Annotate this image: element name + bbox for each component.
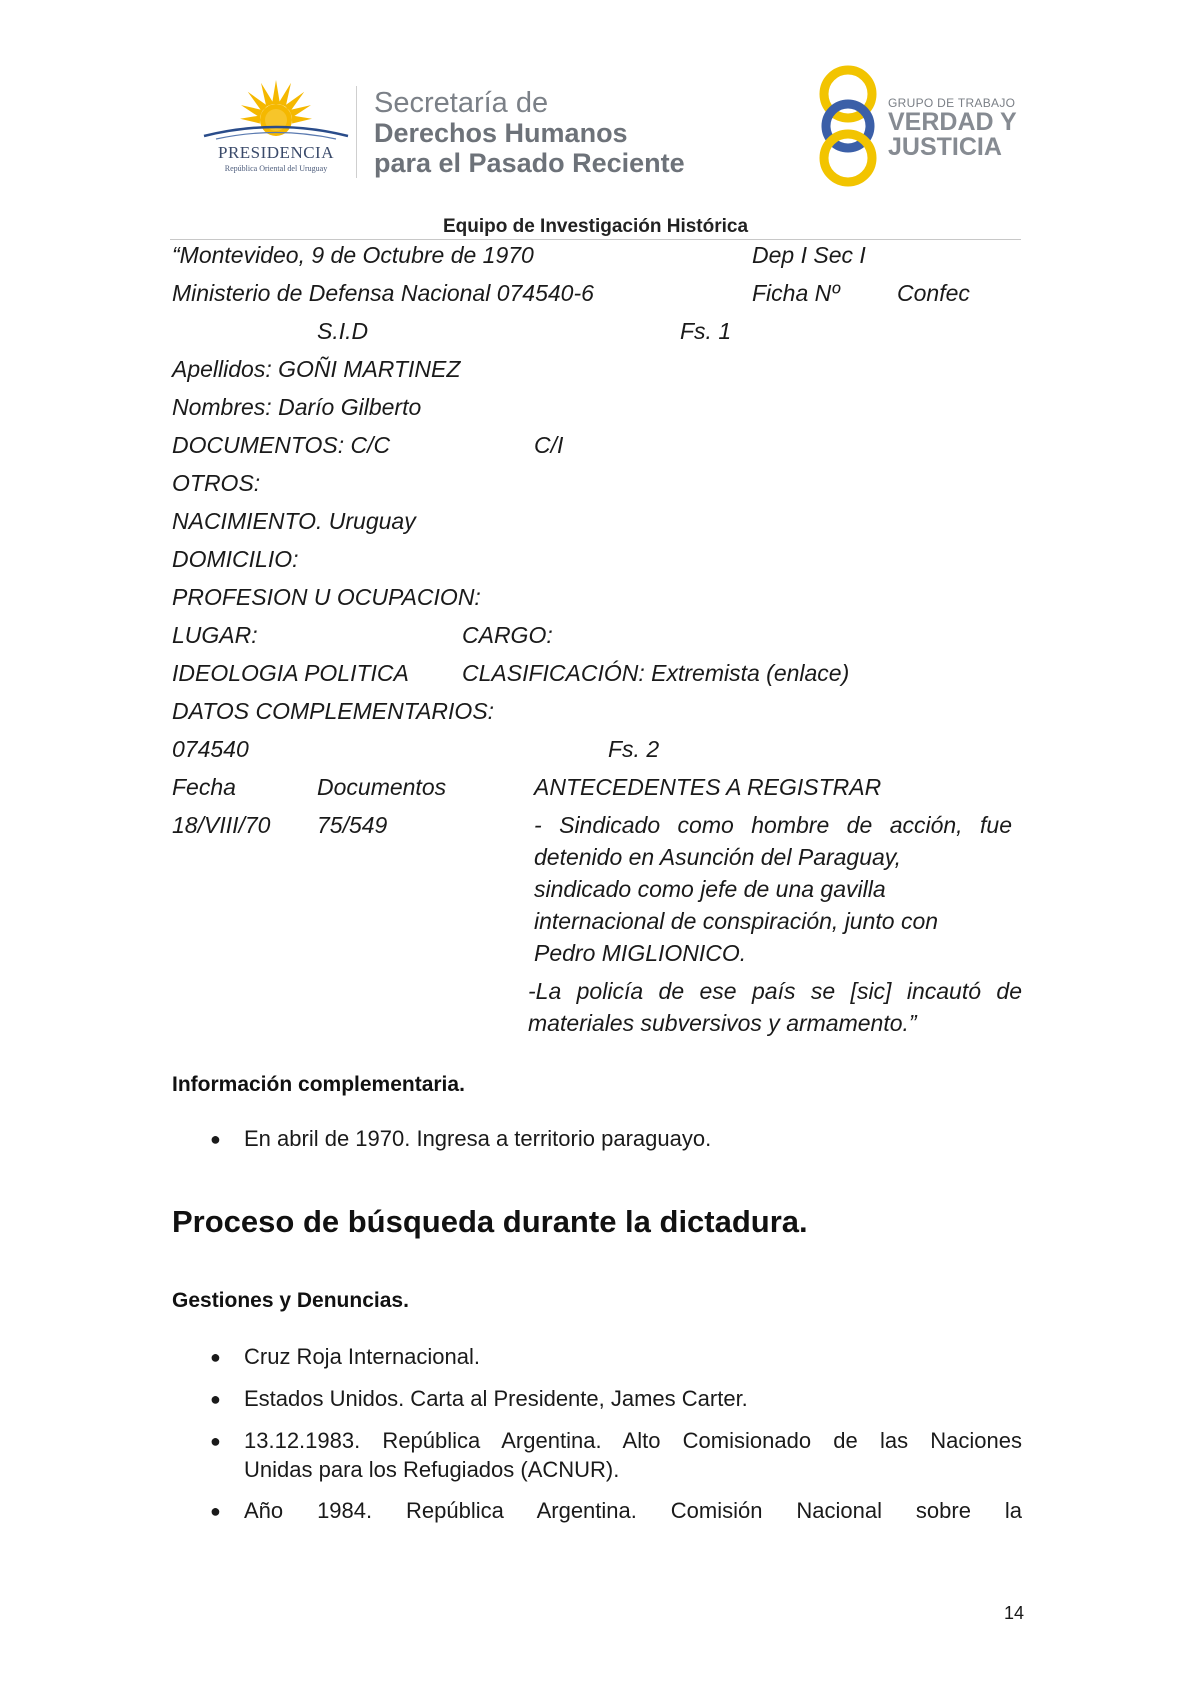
record-nombres: Nombres: Darío Gilberto: [172, 394, 422, 420]
team-name: Equipo de Investigación Histórica: [442, 216, 749, 237]
record-documentos: DOCUMENTOS: C/C: [172, 432, 391, 458]
sun-icon: [196, 78, 356, 140]
secretaria-line1: Secretaría de: [374, 87, 549, 119]
record-ficha: Ficha Nº: [752, 280, 840, 306]
record-apellidos: Apellidos: GOÑI MARTINEZ: [172, 356, 461, 382]
col-documentos: Documentos: [317, 774, 447, 800]
proceso-heading: Proceso de búsqueda durante la dictadura.: [172, 1204, 808, 1239]
record-ci: C/I: [534, 432, 564, 458]
record-otros: OTROS:: [172, 470, 261, 496]
gestion-item-2: Estados Unidos. Carta al Presidente, James Carter.: [244, 1386, 748, 1411]
bullet-icon: ●: [210, 1389, 221, 1409]
bullet-icon: ●: [210, 1431, 221, 1451]
gestion-item-3-line1: 13.12.1983. República Argentina. Alto Comisionado de las Naciones: [244, 1428, 1022, 1453]
gtvj-line1: GRUPO DE TRABAJO: [888, 96, 1016, 110]
antecedente-1-line4: internacional de conspiración, junto con: [534, 908, 939, 934]
bullet-icon: ●: [210, 1501, 221, 1521]
record-clasificacion: CLASIFICACIÓN: Extremista (enlace): [462, 660, 850, 686]
record-confec: Confec: [897, 280, 970, 306]
gestion-item-3-line2: Unidas para los Refugiados (ACNUR).: [244, 1457, 620, 1482]
record-ministerio: Ministerio de Defensa Nacional 074540-6: [172, 280, 594, 306]
record-nacimiento: NACIMIENTO. Uruguay: [172, 508, 416, 534]
record-sid: S.I.D: [317, 318, 369, 344]
row-fecha: 18/VIII/70: [172, 812, 271, 838]
record-datos: DATOS COMPLEMENTARIOS:: [172, 698, 495, 724]
antecedente-2-line2: materiales subversivos y armamento.”: [528, 1010, 917, 1036]
presidencia-subtitle: República Oriental del Uruguay: [224, 164, 328, 173]
record-dep: Dep I Sec I: [752, 242, 866, 268]
secretaria-line2: Derechos Humanos: [374, 118, 628, 148]
info-item: En abril de 1970. Ingresa a territorio paraguayo.: [244, 1126, 712, 1151]
antecedente-1-line5: Pedro MIGLIONICO.: [534, 940, 747, 966]
antecedente-1-line2: detenido en Asunción del Paraguay,: [534, 844, 901, 870]
record-profesion: PROFESION U OCUPACION:: [172, 584, 481, 610]
gtvj-line3: JUSTICIA: [888, 133, 1002, 161]
col-antecedentes: ANTECEDENTES A REGISTRAR: [534, 774, 882, 800]
gestion-item-1: Cruz Roja Internacional.: [244, 1344, 481, 1369]
antecedente-2-line1: -La policía de ese país se [sic] incautó de: [528, 978, 1022, 1004]
bullet-icon: ●: [210, 1129, 221, 1149]
page-number: 14: [1004, 1603, 1025, 1623]
gestiones-heading: Gestiones y Denuncias.: [172, 1289, 409, 1312]
gtvj-wordmark: [888, 96, 1028, 160]
col-fecha: Fecha: [172, 774, 236, 800]
secretaria-line3: para el Pasado Reciente: [374, 148, 685, 178]
header-divider: [356, 86, 357, 178]
record-num: 074540: [172, 736, 249, 762]
record-fs2: Fs. 2: [608, 736, 660, 762]
record-cargo: CARGO:: [462, 622, 553, 648]
gtvj-line2: VERDAD Y: [888, 108, 1017, 136]
antecedente-1-line3: sindicado como jefe de una gavilla: [534, 876, 886, 902]
gestion-item-4-line1: Año 1984. República Argentina. Comisión Nacional sobre la: [244, 1498, 1022, 1523]
presidencia-logo: [196, 78, 356, 178]
record-domicilio: DOMICILIO:: [172, 546, 299, 572]
record-ideologia: IDEOLOGIA POLITICA: [172, 660, 409, 686]
antecedente-1-line1: - Sindicado como hombre de acción, fue: [534, 812, 1012, 838]
record-date-line: “Montevideo, 9 de Octubre de 1970: [172, 242, 534, 268]
info-heading: Información complementaria.: [172, 1073, 465, 1096]
bullet-icon: ●: [210, 1347, 221, 1367]
presidencia-word: PRESIDENCIA: [217, 143, 334, 162]
row-doc: 75/549: [317, 812, 388, 838]
header-rule: [170, 239, 1021, 240]
record-fs1: Fs. 1: [680, 318, 732, 344]
secretaria-title: [374, 88, 704, 178]
record-lugar: LUGAR:: [172, 622, 258, 648]
